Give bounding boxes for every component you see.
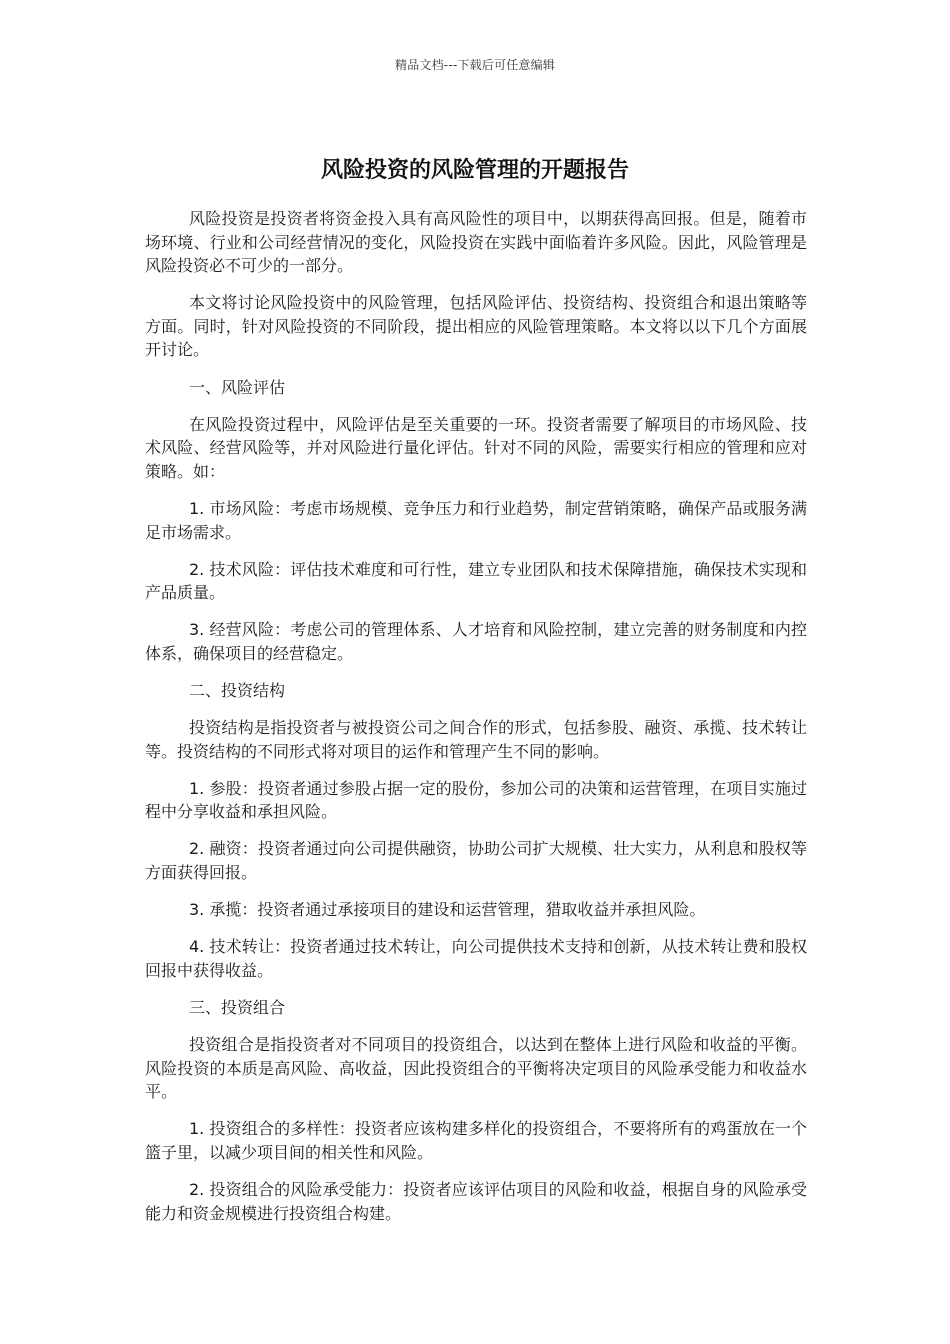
list-item-technology-transfer: 4. 技术转让：投资者通过技术转让，向公司提供技术支持和创新，从技术转让费和股权回报中获得收益。 xyxy=(145,937,807,980)
section-heading-investment-structure: 二、投资结构 xyxy=(189,681,286,700)
list-item-financing: 2. 融资：投资者通过向公司提供融资，协助公司扩大规模、壮大实力，从利息和股权等方面获得回报。 xyxy=(145,839,807,883)
section-heading-portfolio: 三、投资组合 xyxy=(189,997,286,1017)
list-item-technical-risk: 2. 技术风险：评估技术难度和可行性，建立专业团队和技术保障措施，确保技术实现和产品质量。 xyxy=(145,559,807,603)
list-item-market-risk: 1. 市场风险：考虑市场规模、竞争压力和行业趋势，制定营销策略，确保产品或服务满足市场需求。 xyxy=(145,498,807,542)
paragraph-investment-structure: 投资结构是指投资者与被投资公司之间合作的形式，包括参股、融资、承揽、技术转让等。投资结构的不同形式将对项目的运作和管理产生不同的影响。 xyxy=(145,718,807,761)
list-item-portfolio-diversity: 1. 投资组合的多样性：投资者应该构建多样化的投资组合，不要将所有的鸡蛋放在一个篮子里，以减少项目间的相关性和风险。 xyxy=(145,1119,807,1162)
paragraph-portfolio: 投资组合是指投资者对不同项目的投资组合，以达到在整体上进行风险和收益的平衡。风险投资的本质是高风险、高收益，因此投资组合的平衡将决定项目的风险承受能力和收益水平。 xyxy=(145,1035,807,1102)
page-header: 精品文档---下载后可任意编辑 xyxy=(395,58,555,72)
document-title: 风险投资的风险管理的开题报告 xyxy=(320,157,629,183)
document-body xyxy=(145,207,807,1239)
section-heading-risk-assessment: 一、风险评估 xyxy=(189,377,286,397)
paragraph-intro: 风险投资是投资者将资金投入具有高风险性的项目中，以期获得高回报。但是，随着市场环境、行业和公司经营情况的变化，风险投资在实践中面临着许多风险。因此，风险管理是风险投资必不可少的一部分。 xyxy=(145,209,807,276)
list-item-operational-risk: 3. 经营风险：考虑公司的管理体系、人才培育和风险控制，建立完善的财务制度和内控体系，确保项目的经营稳定。 xyxy=(145,620,807,663)
list-item-contracting: 3. 承揽：投资者通过承接项目的建设和运营管理，猎取收益并承担风险。 xyxy=(189,900,706,920)
list-item-equity: 1. 参股：投资者通过参股占据一定的股份，参加公司的决策和运营管理，在项目实施过程中分享收益和承担风险。 xyxy=(145,778,807,822)
list-item-portfolio-risk-tolerance: 2. 投资组合的风险承受能力：投资者应该评估项目的风险和收益，根据自身的风险承受能力和资金规模进行投资组合构建。 xyxy=(145,1180,807,1223)
paragraph-scope: 本文将讨论风险投资中的风险管理，包括风险评估、投资结构、投资组合和退出策略等方面。同时，针对风险投资的不同阶段，提出相应的风险管理策略。本文将以以下几个方面展开讨论。 xyxy=(145,293,807,360)
paragraph-risk-assessment: 在风险投资过程中，风险评估是至关重要的一环。投资者需要了解项目的市场风险、技术风险、经营风险等，并对风险进行量化评估。针对不同的风险，需要实行相应的管理和应对策略。如： xyxy=(145,414,807,481)
